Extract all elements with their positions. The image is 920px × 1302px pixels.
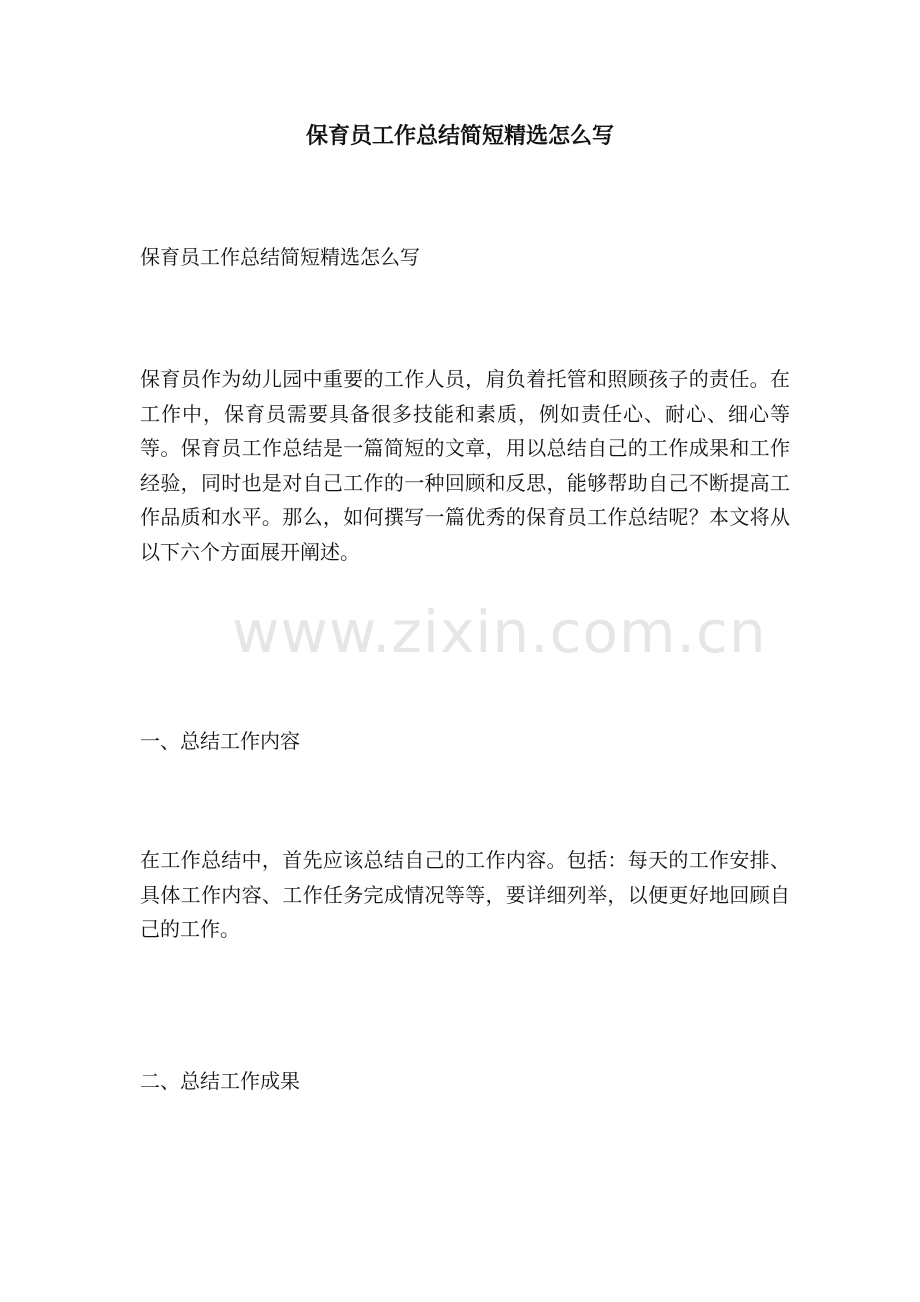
section-heading-1: 一、总结工作内容 <box>140 729 300 753</box>
intro-paragraph: 保育员作为幼儿园中重要的工作人员，肩负着托管和照顾孩子的责任。在工作中，保育员需要具备很多技能和素质，例如责任心、耐心、细心等等。保育员工作总结是一篇简短的文章，用以总结自己的工作成果和工作经验，同时也是对自己工作的一种回顾和反思，能够帮助自己不断提高工作品质和水平。那么，如何撰写一篇优秀的保育员工作总结呢？本文将从以下六个方面展开阐述。 <box>140 367 790 564</box>
section-body-1: 在工作总结中，首先应该总结自己的工作内容。包括：每天的工作安排、具体工作内容、工作任务完成情况等等，要详细列举，以便更好地回顾自己的工作。 <box>140 848 790 941</box>
page-title: 保育员工作总结简短精选怎么写 <box>305 123 614 149</box>
section-heading-2: 二、总结工作成果 <box>140 1069 300 1093</box>
document-subtitle: 保育员工作总结简短精选怎么写 <box>140 245 420 269</box>
watermark: www.zixin.com.cn <box>232 598 767 666</box>
